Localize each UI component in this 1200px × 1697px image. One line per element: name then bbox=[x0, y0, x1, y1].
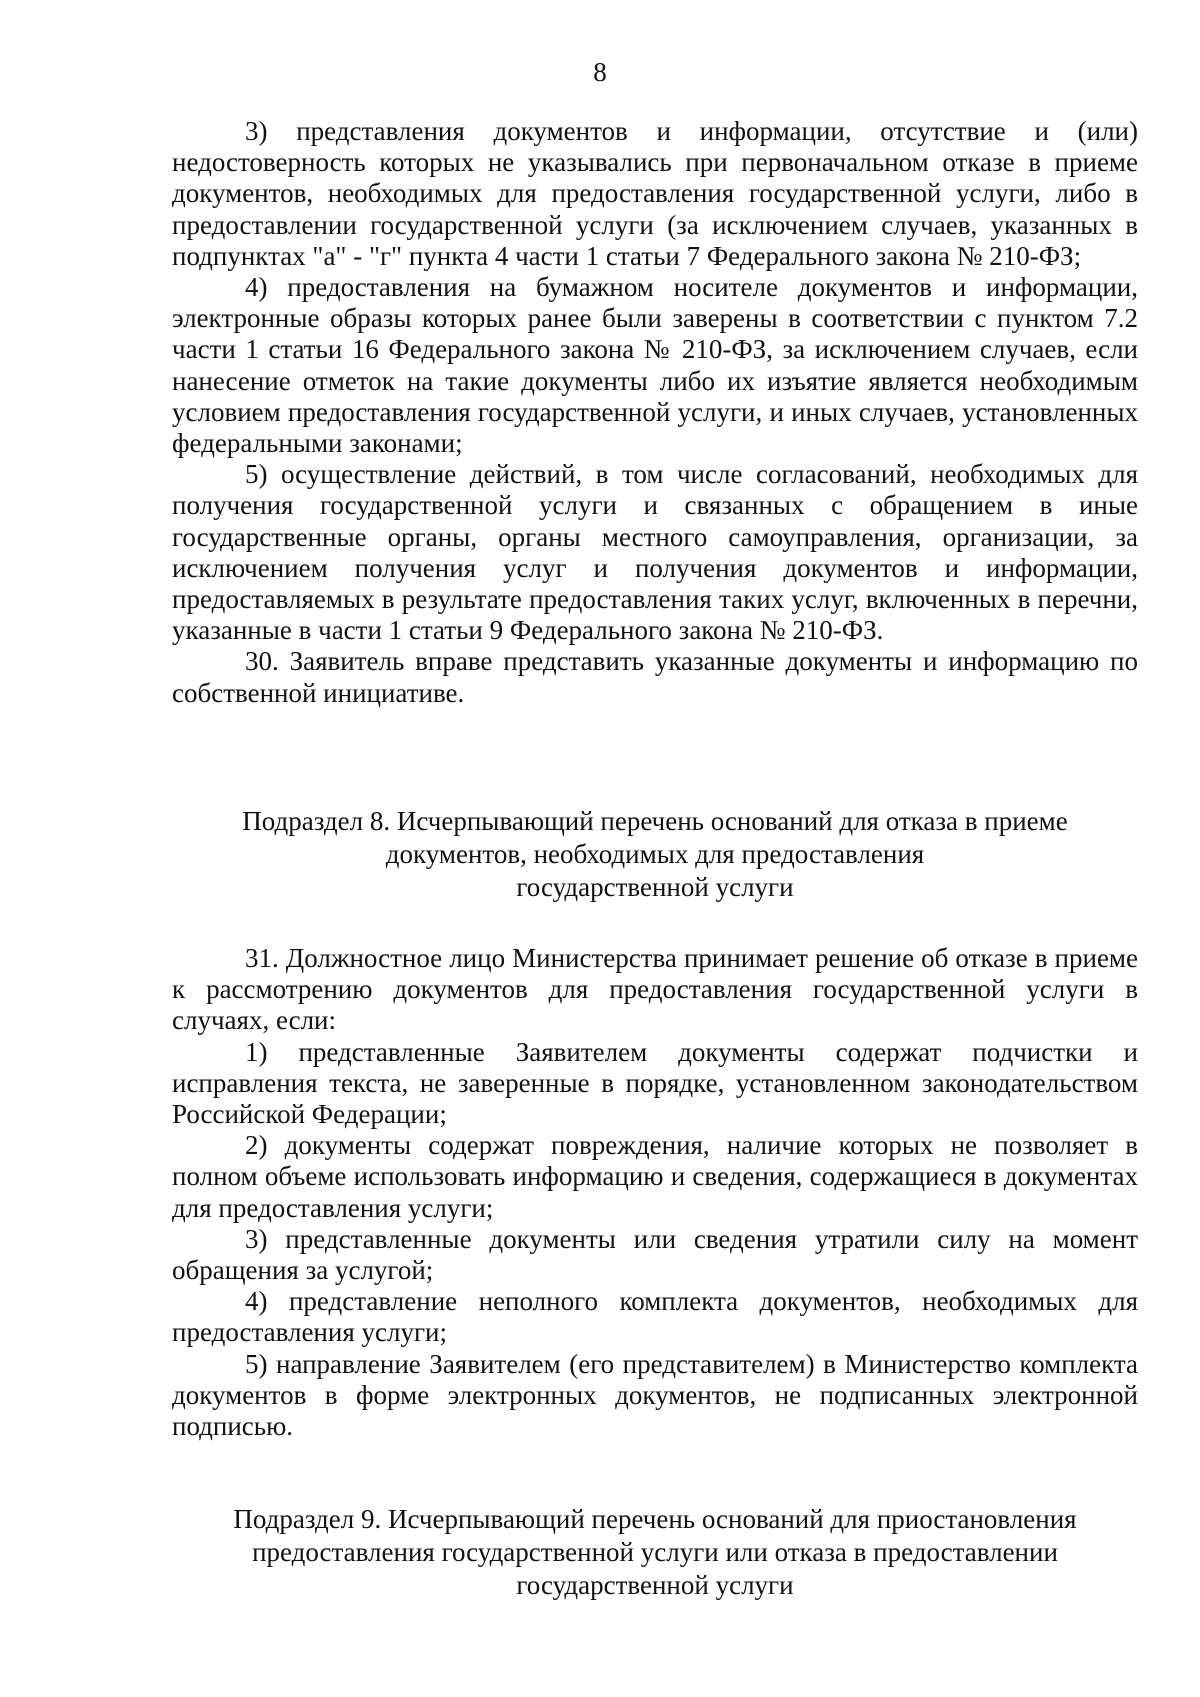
paragraph-item-1: 1) представленные Заявителем документы содержат подчистки и исправления текста, не заверенные в порядке, установленном законодательством Российской Федерации; bbox=[172, 1036, 1138, 1130]
subsection-8-heading bbox=[172, 805, 1138, 904]
paragraph-31: 31. Должностное лицо Министерства принимает решение об отказе в приеме к рассмотрению документов для предоставления государственной услуги в случаях, если: bbox=[172, 943, 1138, 1036]
paragraph-item-4: 4) представление неполного комплекта документов, необходимых для предоставления услуги; bbox=[172, 1286, 1138, 1348]
heading-line: Подраздел 9. Исчерпывающий перечень оснований для приостановления bbox=[233, 1504, 1077, 1534]
page-number: 8 bbox=[593, 57, 607, 87]
heading-line: документов, необходимых для предоставления bbox=[385, 839, 925, 869]
paragraph-item-2: 2) документы содержат повреждения, наличие которых не позволяет в полном объеме использовать информацию и сведения, содержащиеся в документах для предоставления услуги; bbox=[172, 1130, 1138, 1223]
heading-line: Подраздел 8. Исчерпывающий перечень оснований для отказа в приеме bbox=[242, 806, 1068, 836]
paragraph-item-5: 5) осуществление действий, в том числе согласований, необходимых для получения государственной услуги и связанных с обращением в иные государственные органы, органы местного самоуправления, организации, за исключением получения услуг и получения документов и информации, предоставляемых в результате предоставления таких услуг, включенных в перечни, указанные в части 1 статьи 9 Федерального закона № 210-ФЗ. bbox=[172, 459, 1138, 646]
subsection-8-paragraphs bbox=[172, 943, 1138, 1442]
paragraph-item-3: 3) представленные документы или сведения утратили силу на момент обращения за услугой; bbox=[172, 1223, 1138, 1286]
paragraph-item-4: 4) предоставления на бумажном носителе документов и информации, электронные образы которых ранее были заверены в соответствии с пунктом 7.2 части 1 статьи 16 Федерального закона № 210-ФЗ, за исключением случаев, если нанесение отметок на такие документы либо их изъятие является необходимым условием предоставления государственной услуги, и иных случаев, установленных федеральными законами; bbox=[172, 272, 1138, 459]
paragraph-30: 30. Заявитель вправе представить указанные документы и информацию по собственной инициативе. bbox=[172, 646, 1138, 708]
heading-line: предоставления государственной услуги или отказа в предоставлении bbox=[252, 1537, 1058, 1567]
section-paragraphs-top bbox=[172, 116, 1138, 709]
heading-line: государственной услуги bbox=[516, 872, 794, 902]
heading-line: государственной услуги bbox=[516, 1570, 794, 1600]
subsection-9-heading bbox=[172, 1503, 1138, 1602]
paragraph-item-3: 3) представления документов и информации, отсутствие и (или) недостоверность которых не указывались при первоначальном отказе в приеме документов, необходимых для предоставления государственной услуги, либо в предоставлении государственной услуги (за исключением случаев, указанных в подпунктах "а" - "г" пункта 4 части 1 статьи 7 Федерального закона № 210-ФЗ; bbox=[172, 116, 1138, 271]
paragraph-item-5: 5) направление Заявителем (его представителем) в Министерство комплекта документов в форме электронных документов, не подписанных электронной подписью. bbox=[172, 1348, 1138, 1442]
